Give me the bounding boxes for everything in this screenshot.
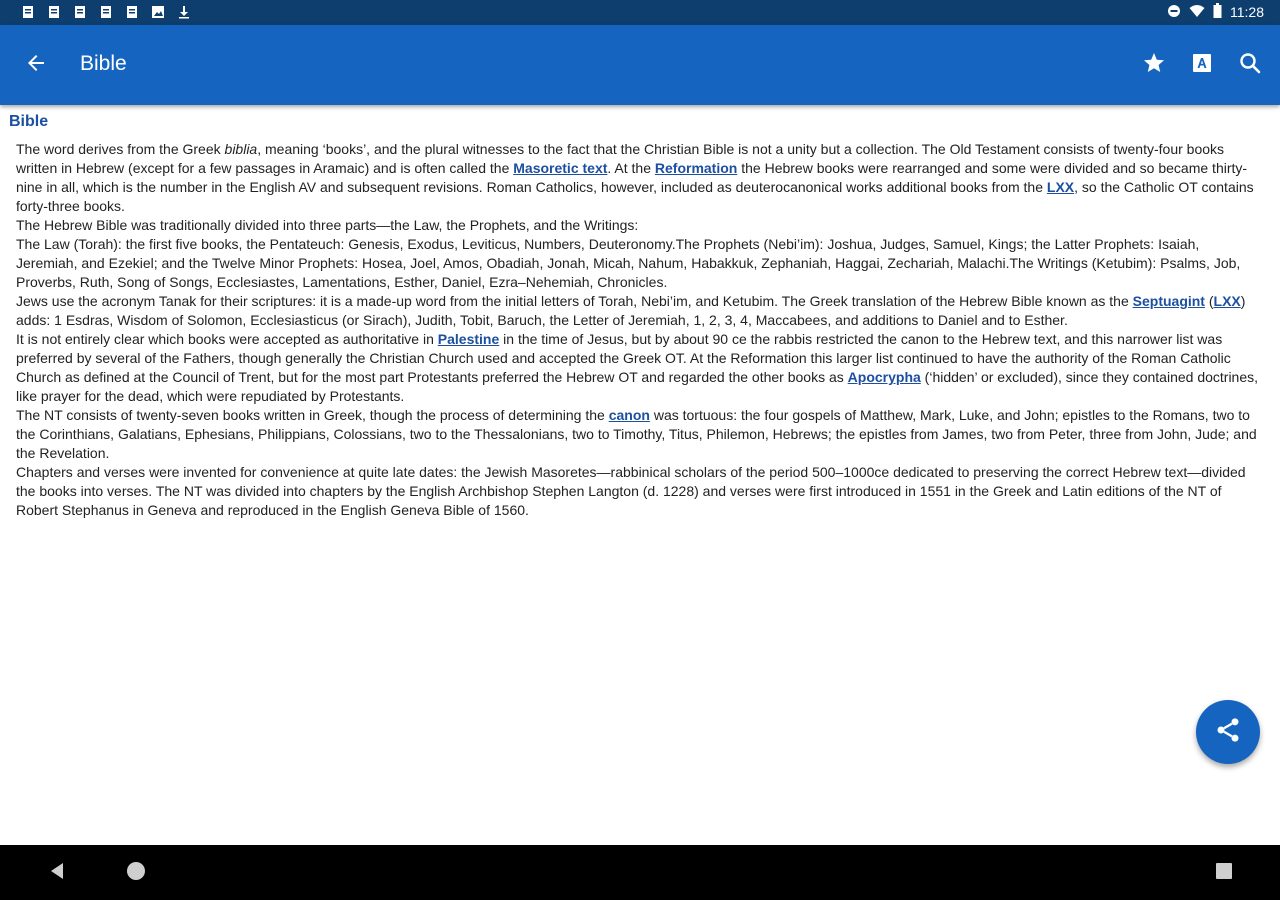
app-bar [0, 25, 1280, 105]
link-septuagint[interactable]: Septuagint [1132, 293, 1205, 309]
status-bar [0, 0, 1280, 25]
clock: 11:28 [1230, 4, 1264, 20]
nav-recents-button[interactable] [1210, 859, 1238, 887]
arrow-back-icon [24, 51, 48, 80]
paragraph: The Hebrew Bible was traditionally divided into three parts—the Law, the Prophets, and the Writings: [16, 217, 639, 233]
nav-home-icon [126, 861, 146, 886]
link-lxx[interactable]: LXX [1046, 179, 1075, 195]
share-icon [1214, 716, 1242, 749]
paragraph: Jews use the acronym Tanak for their scriptures: it is a made-up word from the initial letters of Torah, Nebi’im, and Ketubim. The Greek translation of the Hebrew Bible known as the Septuagint (LXX) adds: 1 Esdras, Wisdom of Solomon, Ecclesiasticus (or Sirach), Judith, Tobit, Baruch, the Letter of Jeremiah, 1, 2, 3, 4, Maccabees, and additions to Daniel and to Esther. [16, 293, 1246, 328]
font-icon [1190, 51, 1214, 80]
favorite-button[interactable] [1134, 45, 1174, 85]
nav-recents-icon [1215, 862, 1233, 885]
do-not-disturb-icon [1167, 4, 1181, 21]
image-icon [150, 4, 166, 20]
link-lxx[interactable]: LXX [1213, 293, 1241, 309]
link-masoretic-text[interactable]: Masoretic text [513, 160, 608, 176]
document-icon [124, 4, 140, 20]
back-button[interactable] [18, 47, 54, 83]
search-button[interactable] [1230, 45, 1270, 85]
nav-back-icon [47, 861, 67, 886]
link-apocrypha[interactable]: Apocrypha [847, 369, 921, 385]
document-icon [46, 4, 62, 20]
article-body [16, 140, 1258, 520]
status-right [1167, 3, 1264, 21]
link-palestine[interactable]: Palestine [437, 331, 500, 347]
nav-home-button[interactable] [122, 859, 150, 887]
notification-icons [20, 4, 192, 20]
document-icon [72, 4, 88, 20]
wifi-icon [1189, 4, 1205, 21]
paragraph: The word derives from the Greek biblia, meaning ‘books’, and the plural witnesses to the fact that the Christian Bible is not a unity but a collection. The Old Testament consists of twenty-four books written in Hebrew (except for a few passages in Aramaic) and is often called the Masoretic text. At the Reformation the Hebrew books were rearranged and some were divided and so became thirty-nine in all, which is the number in the English AV and subsequent revisions. Roman Catholics, however, included as deuterocanonical works additional books from the LXX, so the Catholic OT contains forty-three books. [16, 141, 1254, 214]
link-canon[interactable]: canon [608, 407, 650, 423]
share-button[interactable] [1196, 700, 1260, 764]
font-size-button[interactable] [1182, 45, 1222, 85]
paragraph: Chapters and verses were invented for convenience at quite late dates: the Jewish Masoretes—rabbinical scholars of the period 500–1000ce dedicated to preserving the correct Hebrew text—divided the books into verses. The NT was divided into chapters by the English Archbishop Stephen Langton (d. 1228) and verses were first introduced in 1551 in the Greek and Latin editions of the NT of Robert Stephanus in Geneva and reproduced in the English Geneva Bible of 1560. [16, 464, 1246, 518]
document-icon [98, 4, 114, 20]
article-content [0, 105, 1280, 845]
system-nav-bar [0, 845, 1280, 900]
app-bar-actions [1134, 45, 1270, 85]
article-heading: Bible [9, 113, 49, 130]
page-title: Bible [80, 52, 127, 75]
paragraph: It is not entirely clear which books were accepted as authoritative in Palestine in the time of Jesus, but by about 90 ce the rabbis restricted the canon to the Hebrew text, and this narrower list was preferred by several of the Fathers, though generally the Christian Church used and accepted the Greek OT. At the Reformation this larger list continued to have the authority of the Roman Catholic Church as defined at the Council of Trent, but for the most part Protestants preferred the Hebrew OT and regarded the other books as Apocrypha (‘hidden’ or excluded), since they contained doctrines, like prayer for the dead, which were repudiated by Protestants. [16, 331, 1259, 404]
document-icon [20, 4, 36, 20]
nav-back-button[interactable] [43, 859, 71, 887]
download-icon [176, 4, 192, 20]
paragraph: The NT consists of twenty-seven books written in Greek, though the process of determining the canon was tortuous: the four gospels of Matthew, Mark, Luke, and John; epistles to the Romans, two to the Corinthians, Galatians, Ephesians, Philippians, Colossians, two to the Thessalonians, two to Timothy, Titus, Philemon, Hebrews; the epistles from James, two from Peter, three from John, Jude; and the Revelation. [16, 407, 1257, 461]
link-reformation[interactable]: Reformation [654, 160, 738, 176]
search-icon [1238, 51, 1262, 80]
star-icon [1142, 51, 1166, 80]
paragraph: The Law (Torah): the first five books, the Pentateuch: Genesis, Exodus, Leviticus, Numbers, Deuteronomy.The Prophets (Nebi’im): Joshua, Judges, Samuel, Kings; the Latter Prophets: Isaiah, Jeremiah, and Ezekiel; and the Twelve Minor Prophets: Hosea, Joel, Amos, Obadiah, Jonah, Micah, Nahum, Habakkuk, Zephaniah, Haggai, Zechariah, Malachi.The Writings (Ketubim): Psalms, Job, Proverbs, Ruth, Song of Songs, Ecclesiastes, Lamentations, Esther, Daniel, Ezra–Nehemiah, Chronicles. [16, 236, 1241, 290]
battery-icon [1213, 3, 1222, 21]
